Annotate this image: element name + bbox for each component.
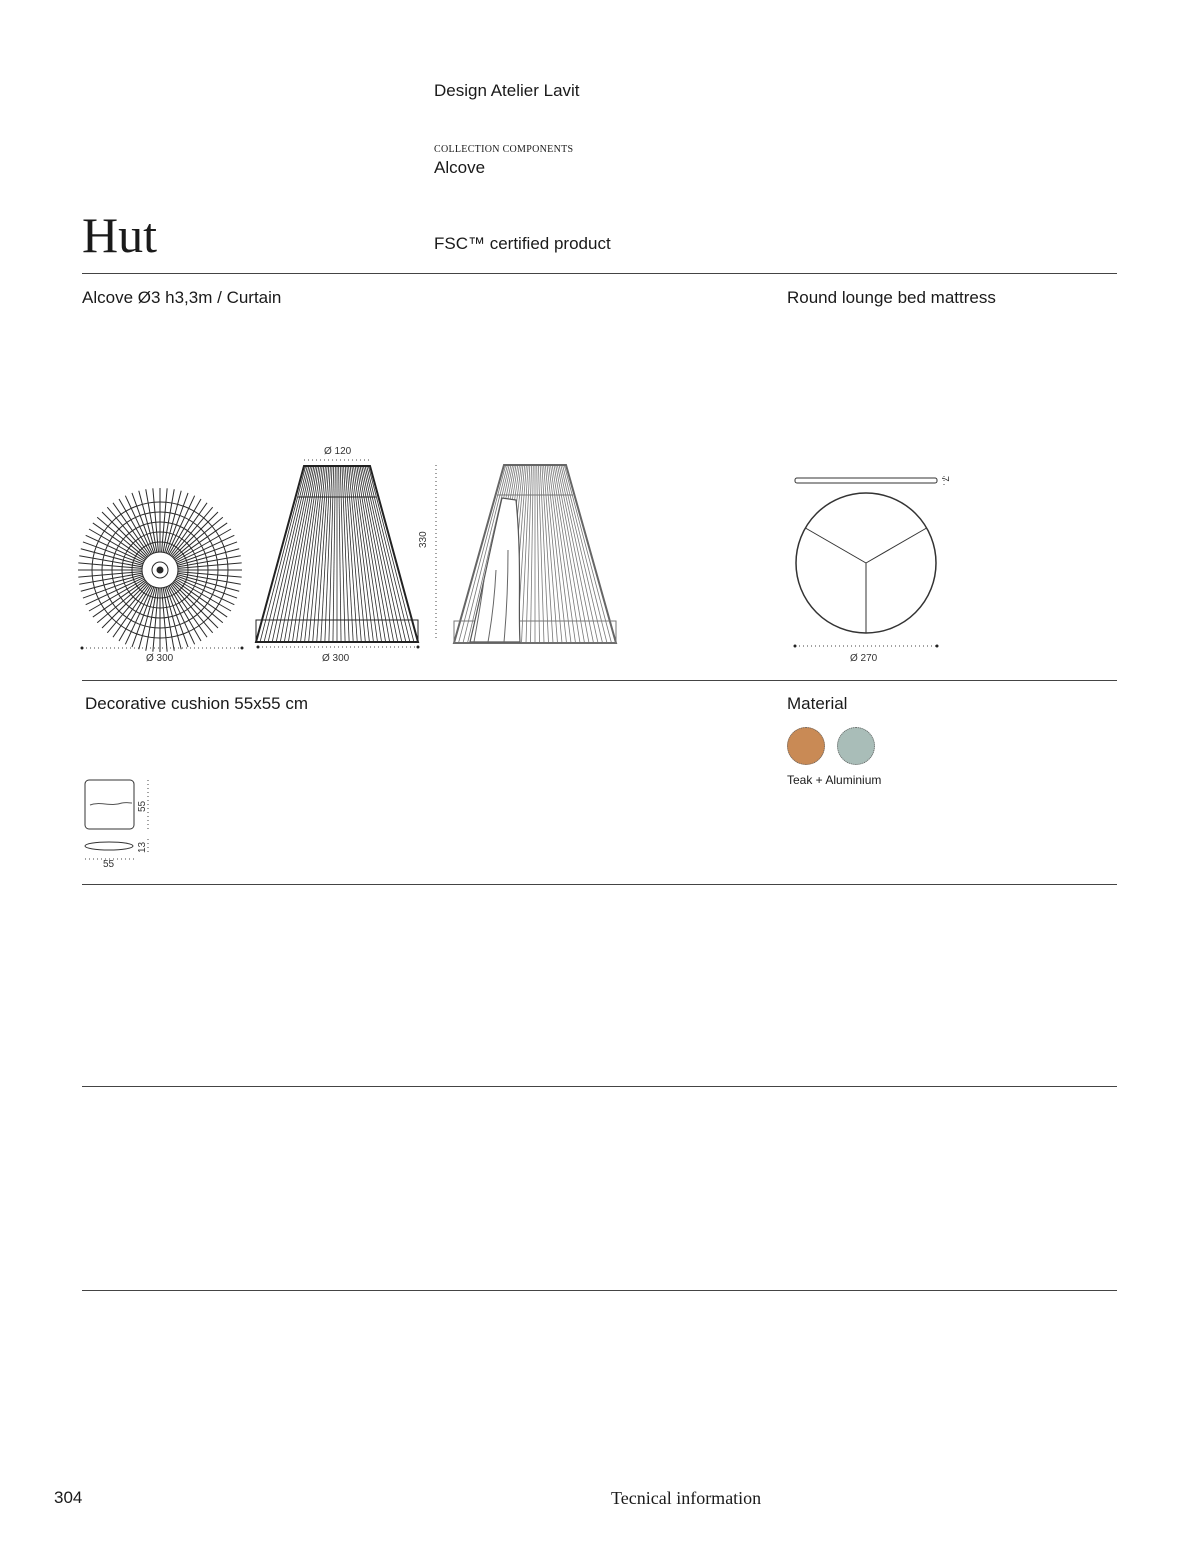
cushion-width-label: 55 <box>103 859 115 870</box>
material-caption: Teak + Aluminium <box>787 773 882 787</box>
divider <box>82 1086 1117 1087</box>
divider <box>82 1290 1117 1291</box>
alcove-curtain-drawing <box>450 460 622 650</box>
alcove-plan-drawing <box>74 478 250 658</box>
material-label: Material <box>787 694 848 713</box>
divider <box>82 273 1117 274</box>
teak-swatch <box>787 727 825 765</box>
collection-name: Alcove <box>434 158 486 177</box>
divider <box>82 680 1117 681</box>
collection-label: COLLECTION COMPONENTS <box>434 144 574 155</box>
certification-text: FSC™ certified product <box>434 234 611 253</box>
cushion-height-label: 55 <box>137 800 148 812</box>
cushion-label: Decorative cushion 55x55 cm <box>85 694 309 713</box>
cushion-depth-label: 13 <box>137 841 148 853</box>
top-diameter-label: Ø 120 <box>324 446 352 457</box>
cushion-drawing <box>80 775 160 870</box>
plan-diameter-label: Ø 300 <box>146 653 174 664</box>
mattress-label: Round lounge bed mattress <box>787 288 996 307</box>
divider <box>82 884 1117 885</box>
alcove-label: Alcove Ø3 h3,3m / Curtain <box>82 288 282 307</box>
mattress-thickness-label: 7 <box>939 476 950 482</box>
front-diameter-label: Ø 300 <box>322 653 350 664</box>
height-label: 330 <box>418 531 429 548</box>
mattress-diameter-label: Ø 270 <box>850 653 878 664</box>
aluminium-swatch <box>837 727 875 765</box>
alcove-front-drawing <box>252 455 452 655</box>
product-title: Hut <box>82 207 157 263</box>
mattress-drawing <box>786 470 966 650</box>
designer-name: Design Atelier Lavit <box>434 81 580 100</box>
footer-section-title: Tecnical information <box>611 1488 762 1508</box>
page-number: 304 <box>54 1488 83 1507</box>
